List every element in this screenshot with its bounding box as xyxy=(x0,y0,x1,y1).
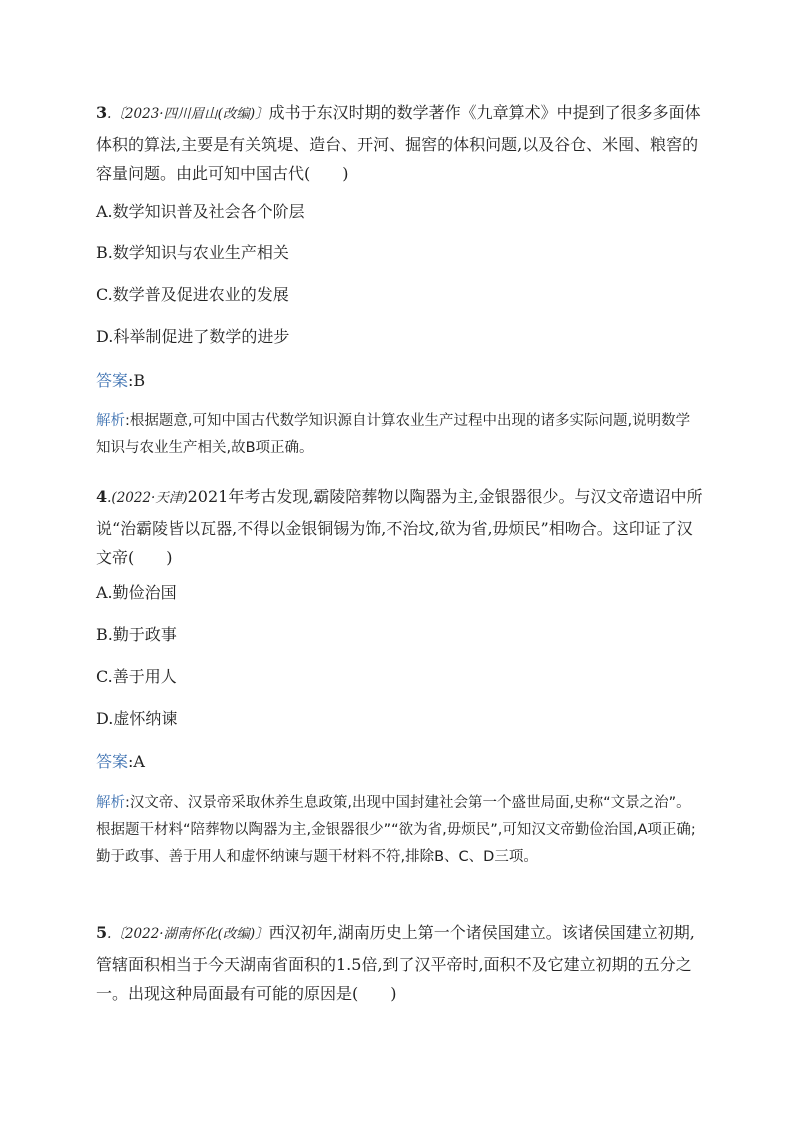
answer-line xyxy=(96,751,145,773)
answer-label: 答案 xyxy=(96,752,129,771)
explanation-label: 解析 xyxy=(96,413,125,429)
option-b: B.勤于政事 xyxy=(96,625,177,644)
option-a: A.勤俭治国 xyxy=(96,583,177,602)
option-a: A.数学知识普及社会各个阶层 xyxy=(96,202,305,221)
option-c: C.数学普及促进农业的发展 xyxy=(96,285,289,304)
option-c: C.善于用人 xyxy=(96,667,177,686)
answer-value: :B xyxy=(128,371,146,390)
answer-line xyxy=(96,370,145,392)
question-source: .〔2023·四川眉山(改编)〕 xyxy=(107,106,269,122)
question-5-stem xyxy=(96,918,706,1009)
explanation-label: 解析 xyxy=(96,795,125,811)
answer-label: 答案 xyxy=(96,371,129,390)
explanation xyxy=(96,790,701,871)
question-source: .〔2022·湖南怀化(改编)〕 xyxy=(107,926,269,942)
explanation-text: :根据题意,可知中国古代数学知识源自计算农业生产过程中出现的诸多实际问题,说明数学知识与农业生产相关,故B项正确。 xyxy=(96,413,691,456)
explanation xyxy=(96,408,701,462)
question-number: 4 xyxy=(96,487,108,506)
option-b: B.数学知识与农业生产相关 xyxy=(96,243,289,262)
question-3-stem xyxy=(96,98,706,189)
question-number: 5 xyxy=(96,923,108,942)
answer-value: :A xyxy=(128,752,145,771)
question-text: 2021年考古发现,霸陵陪葬物以陶器为主,金银器很少。与汉文帝遗诏中所说“治霸陵皆以瓦器,不得以金银铜锡为饰,不治坟,欲为省,毋烦民”相吻合。这印证了汉文帝( ) xyxy=(96,487,703,567)
option-d: D.科举制促进了数学的进步 xyxy=(96,327,290,346)
explanation-text: :汉文帝、汉景帝采取休养生息政策,出现中国封建社会第一个盛世局面,史称“文景之治”。根据题干材料“陪葬物以陶器为主,金银器很少”“欲为省,毋烦民”,可知汉文帝勤俭治国,A项正确;勤于政事、善于用人和虚怀纳谏与题干材料不符,排除B、C、D三项。 xyxy=(96,795,696,865)
question-text: 西汉初年,湖南历史上第一个诸侯国建立。该诸侯国建立初期,管辖面积相当于今天湖南省面积的1.5倍,到了汉平帝时,面积不及它建立初期的五分之一。出现这种局面最有可能的原因是( ) xyxy=(96,923,695,1003)
question-source: .(2022·天津) xyxy=(107,490,188,506)
question-number: 3 xyxy=(96,103,108,122)
question-text: 成书于东汉时期的数学著作《九章算术》中提到了很多多面体体积的算法,主要是有关筑堤、造台、开河、掘窖的体积问题,以及谷仓、米囤、粮窖的容量问题。由此可知中国古代( ) xyxy=(96,103,701,183)
option-d: D.虚怀纳谏 xyxy=(96,709,178,728)
question-4-stem xyxy=(96,482,706,573)
